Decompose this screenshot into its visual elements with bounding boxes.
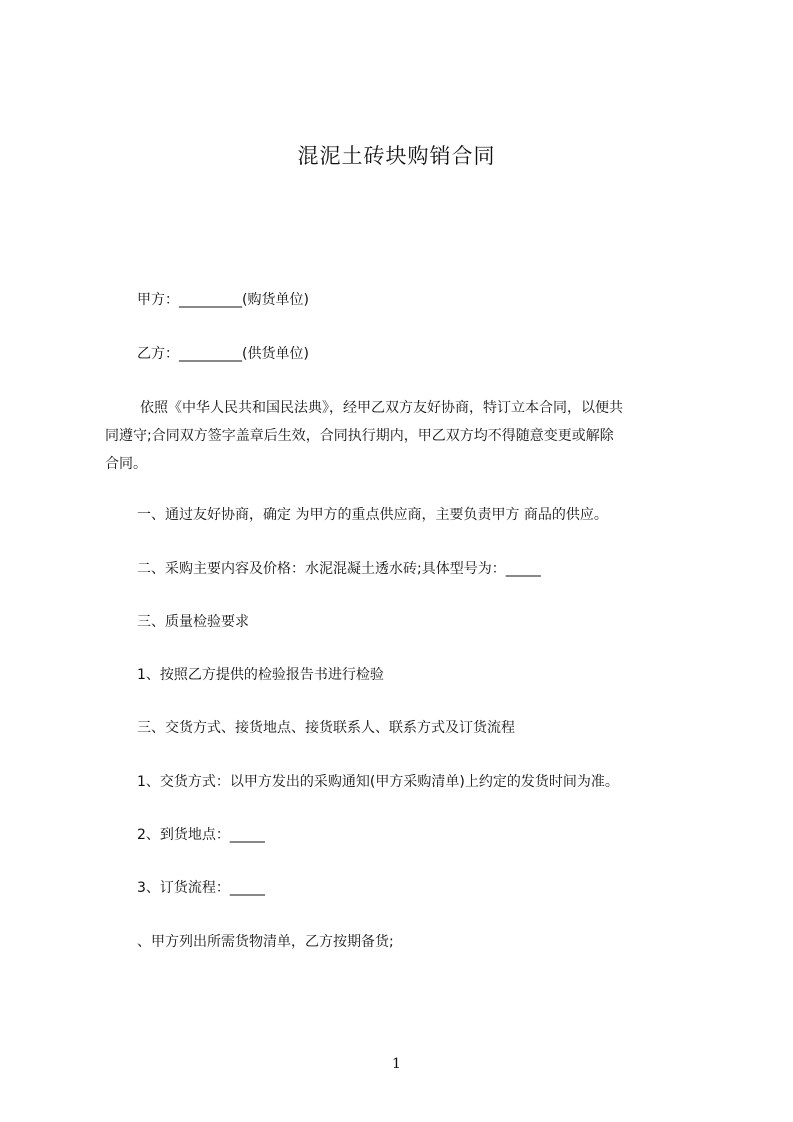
clause-2: 二、采购主要内容及价格：水泥混凝土透水砖;具体型号为：_____ bbox=[137, 561, 541, 577]
intro-paragraph bbox=[105, 394, 705, 478]
intro-line: 同遵守;合同双方签字盖章后生效，合同执行期内，甲乙双方均不得随意变更或解除 bbox=[105, 428, 614, 444]
clause-3-heading: 三、质量检验要求 bbox=[137, 614, 249, 630]
clause-delivery-item-1: 1、交货方式：以甲方发出的采购通知(甲方采购清单)上约定的发货时间为准。 bbox=[137, 774, 619, 790]
clause-delivery-item-2: 2、到货地点：_____ bbox=[137, 827, 265, 843]
clause-3-item-1: 1、按照乙方提供的检验报告书进行检验 bbox=[137, 667, 384, 683]
clause-delivery-item-3: 3、订货流程：_____ bbox=[137, 880, 265, 896]
intro-line: 依照《中华人民共和国民法典》，经甲乙双方友好协商，特订立本合同，以便共 bbox=[140, 400, 623, 416]
page-number: 1 bbox=[392, 1056, 401, 1072]
intro-line: 合同。 bbox=[105, 456, 147, 472]
clause-delivery-heading: 三、交货方式、接货地点、接货联系人、联系方式及订货流程 bbox=[137, 720, 515, 736]
party-b-line: 乙方：_________(供货单位) bbox=[137, 346, 309, 362]
party-a-line: 甲方：_________(购货单位) bbox=[137, 292, 309, 308]
document-title: 混泥土砖块购销合同 bbox=[297, 144, 496, 168]
clause-order-step: 、甲方列出所需货物清单，乙方按期备货; bbox=[137, 934, 394, 950]
clause-1: 一、通过友好协商，确定 为甲方的重点供应商，主要负责甲方 商品的供应。 bbox=[137, 507, 608, 523]
